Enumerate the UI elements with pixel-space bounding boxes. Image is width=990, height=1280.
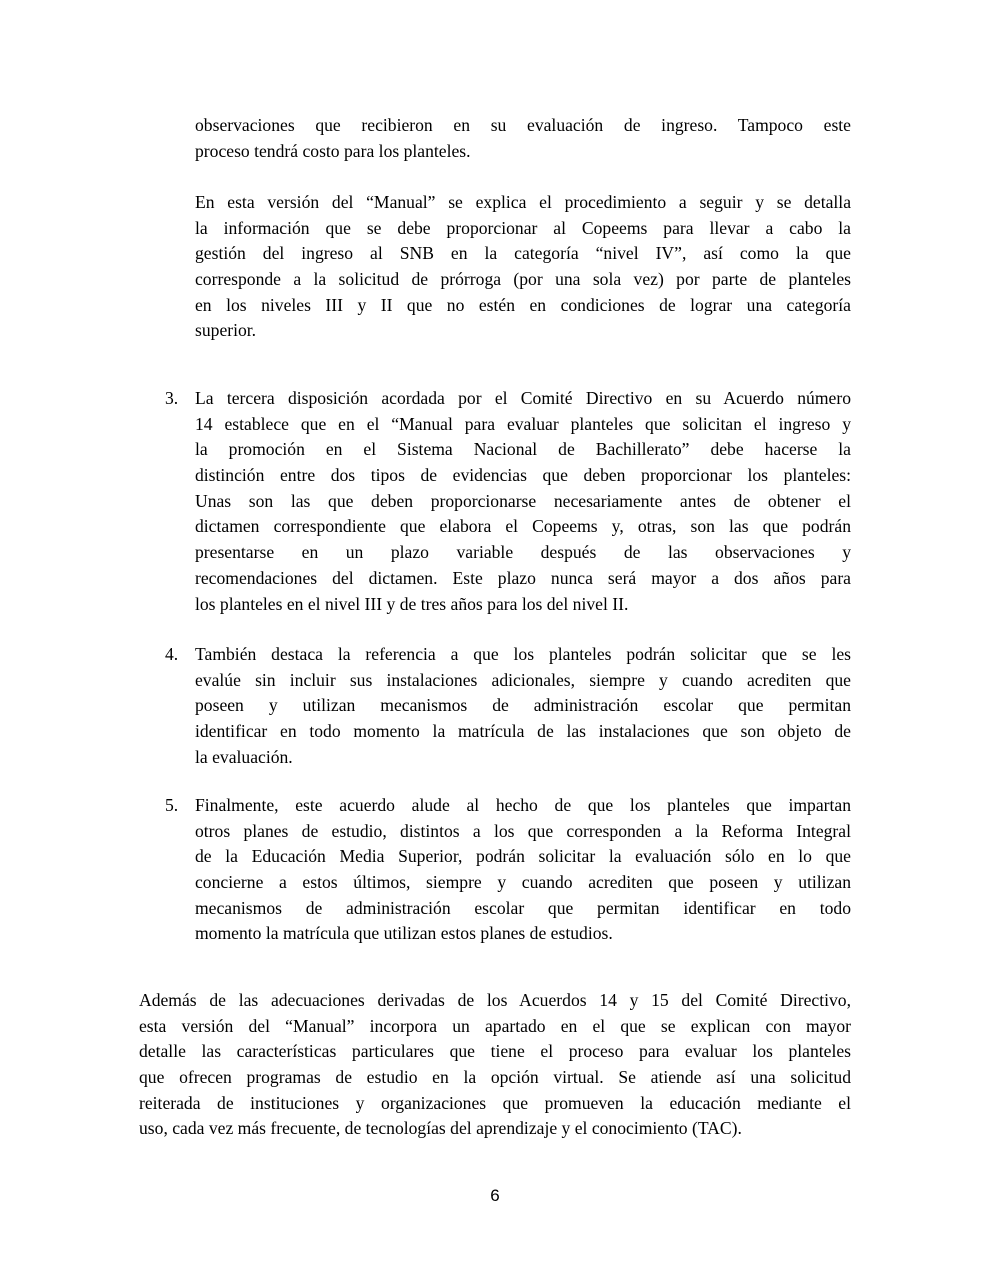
text-line: En esta versión del “Manual” se explica el procedimiento a seguir y se detalla bbox=[195, 192, 851, 212]
paragraph-version-manual bbox=[195, 190, 851, 344]
text-line: distinción entre dos tipos de evidencias que deben proporcionar los planteles: bbox=[195, 465, 851, 486]
text-line: en los niveles III y II que no estén en condiciones de lograr una categoría bbox=[195, 294, 851, 315]
text-line: corresponde a la solicitud de prórroga (por una sola vez) por parte de planteles bbox=[195, 269, 851, 290]
text-line: la información que se debe proporcionar al Copeems para llevar a cabo la bbox=[195, 217, 851, 238]
text-line: reiterada de instituciones y organizaciones que promueven la educación mediante el bbox=[139, 1092, 851, 1113]
list-item-4 bbox=[165, 642, 851, 770]
text-line: observaciones que recibieron en su evaluación de ingreso. Tampoco este bbox=[195, 115, 851, 135]
list-item-text bbox=[195, 793, 851, 947]
closing-paragraph bbox=[139, 988, 851, 1142]
list-item-5 bbox=[165, 793, 851, 947]
text-line: mecanismos de administración escolar que permitan identificar en todo bbox=[195, 897, 851, 918]
text-line: La tercera disposición acordada por el Comité Directivo en su Acuerdo número bbox=[195, 388, 851, 408]
text-line: También destaca la referencia a que los planteles podrán solicitar que se les bbox=[195, 644, 851, 664]
text-line: la promoción en el Sistema Nacional de Bachillerato” debe hacerse la bbox=[195, 439, 851, 460]
text-line: identificar en todo momento la matrícula de las instalaciones que son objeto de bbox=[195, 721, 851, 742]
text-line: de la Educación Media Superior, podrán solicitar la evaluación sólo en lo que bbox=[195, 846, 851, 867]
text-line: esta versión del “Manual” incorpora un apartado en el que se explican con mayor bbox=[139, 1015, 851, 1036]
text-line: concierne a estos últimos, siempre y cuando acrediten que poseen y utilizan bbox=[195, 872, 851, 893]
text-line: gestión del ingreso al SNB en la categoría “nivel IV”, así como la que bbox=[195, 243, 851, 264]
text-line: momento la matrícula que utilizan estos planes de estudios. bbox=[195, 923, 613, 944]
text-line: dictamen correspondiente que elabora el Copeems y, otras, son las que podrán bbox=[195, 516, 851, 537]
paragraph-observaciones bbox=[195, 113, 851, 164]
list-item-text bbox=[195, 386, 851, 617]
text-line: presentarse en un plazo variable después de las observaciones y bbox=[195, 542, 851, 563]
list-number: 4. bbox=[165, 644, 179, 664]
list-item-text bbox=[195, 642, 851, 770]
text-line: superior. bbox=[195, 320, 257, 341]
text-line: otros planes de estudio, distintos a los que corresponden a la Reforma Integral bbox=[195, 820, 851, 841]
text-line: los planteles en el nivel III y de tres años para los del nivel II. bbox=[195, 593, 629, 614]
page-number: 6 bbox=[490, 1186, 500, 1205]
list-number: 5. bbox=[165, 795, 179, 815]
text-line: poseen y utilizan mecanismos de administración escolar que permitan bbox=[195, 695, 851, 716]
text-line: que ofrecen programas de estudio en la opción virtual. Se atiende así una solicitud bbox=[139, 1067, 851, 1088]
text-line: Unas son las que deben proporcionarse necesariamente antes de obtener el bbox=[195, 490, 851, 511]
text-line: proceso tendrá costo para los planteles. bbox=[195, 140, 471, 161]
text-line: Además de las adecuaciones derivadas de los Acuerdos 14 y 15 del Comité Directivo, bbox=[139, 990, 851, 1010]
list-number: 3. bbox=[165, 388, 179, 408]
text-line: la evaluación. bbox=[195, 746, 293, 767]
text-line: uso, cada vez más frecuente, de tecnologías del aprendizaje y el conocimiento (TAC). bbox=[139, 1118, 742, 1139]
list-item-3 bbox=[165, 386, 851, 617]
text-line: detalle las características particulares que tiene el proceso para evaluar los planteles bbox=[139, 1041, 851, 1062]
text-line: 14 establece que en el “Manual para evaluar planteles que solicitan el ingreso y bbox=[195, 413, 851, 434]
text-line: Finalmente, este acuerdo alude al hecho de que los planteles que impartan bbox=[195, 795, 851, 815]
text-line: evalúe sin incluir sus instalaciones adicionales, siempre y cuando acrediten que bbox=[195, 669, 851, 690]
text-line: recomendaciones del dictamen. Este plazo nunca será mayor a dos años para bbox=[195, 567, 851, 588]
